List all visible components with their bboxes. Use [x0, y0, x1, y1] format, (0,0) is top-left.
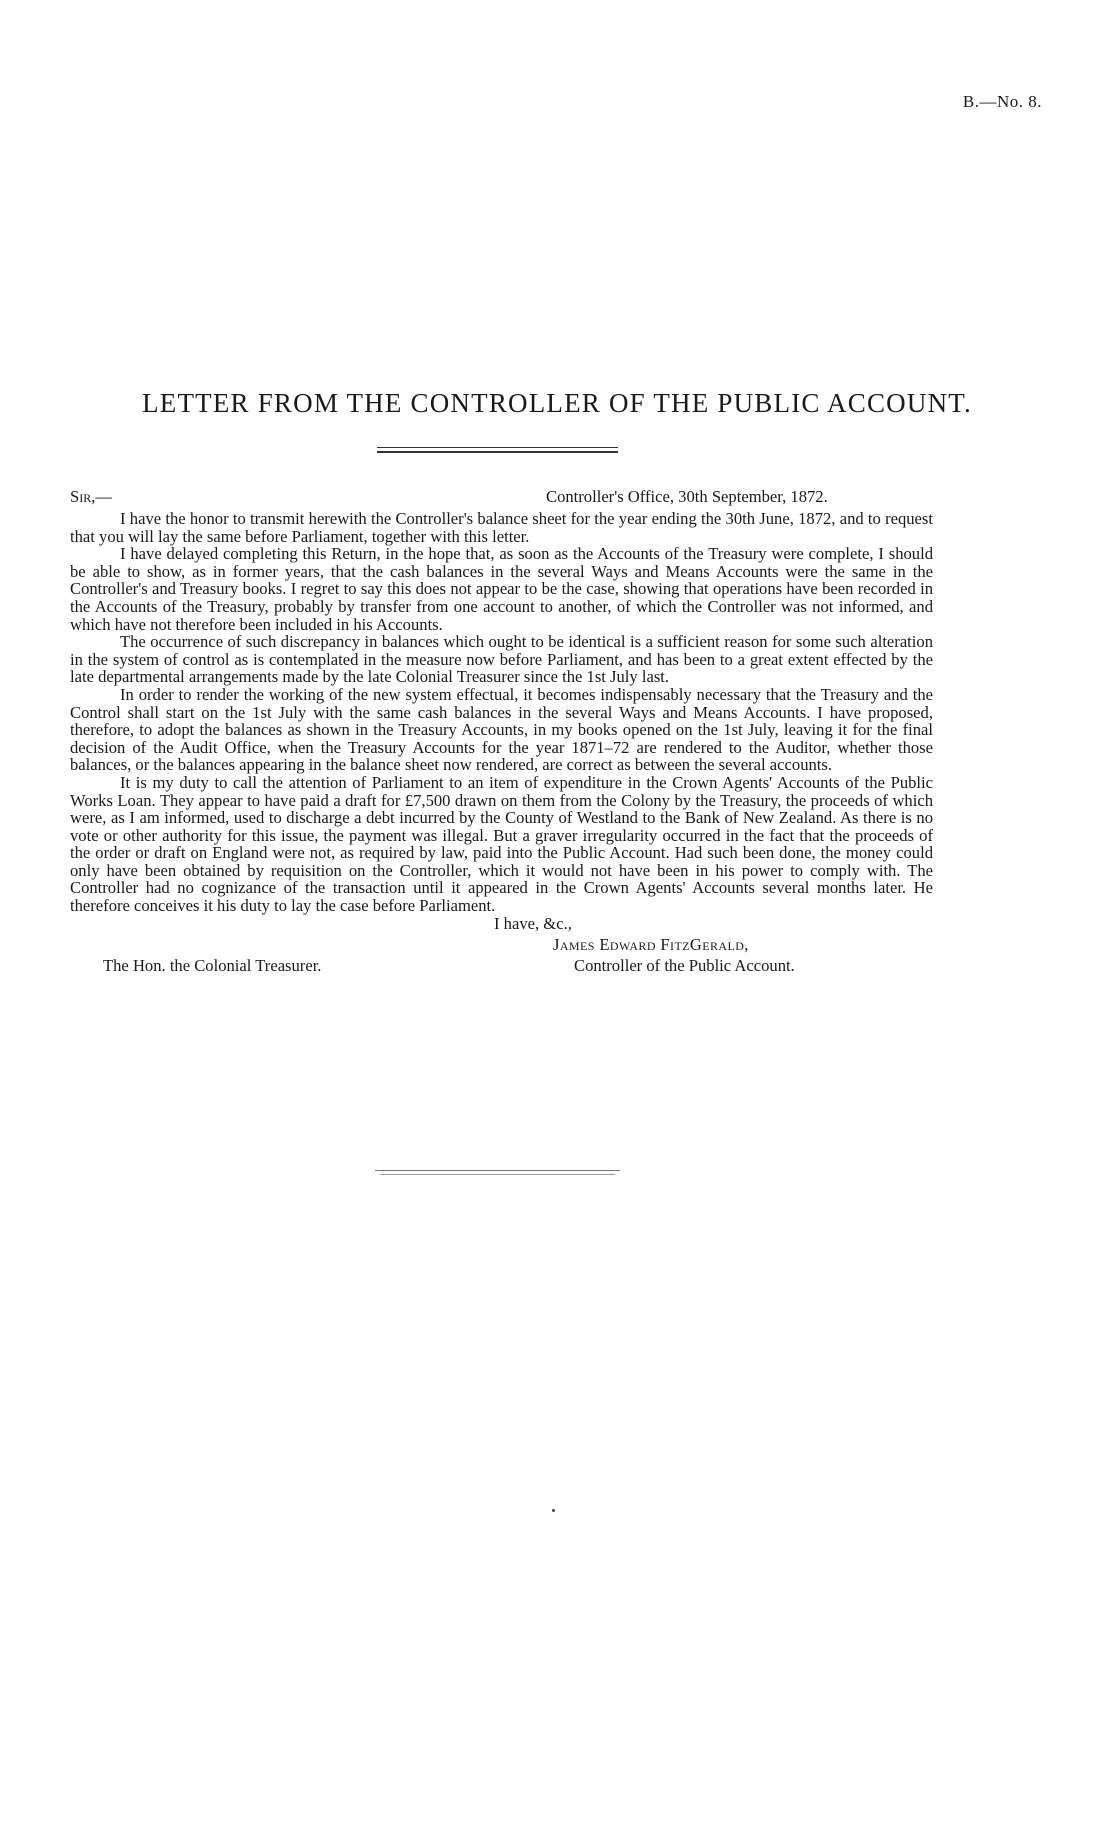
addressee: The Hon. the Colonial Treasurer.: [103, 955, 322, 975]
title-divider-rule-thick: [377, 451, 618, 453]
signatory-name: James Edward FitzGerald,: [553, 934, 749, 954]
paragraph-5: It is my duty to call the attention of Parliament to an item of expenditure in the Crown Agents' Accounts of the Public Works Loan. They appear to have paid a draft for £7,500 drawn on them from the Colony by the Treasury, the proceeds of which were, as I am informed, used to discharge a debt incurred by the County of Westland to the Bank of New Zealand. As there is no vote or other authority for this issue, the payment was illegal. But a graver irregularity occurred in the fact that the proceeds of the order or draft on England were not, as required by law, paid into the Public Account. Had such been done, the money could only have been obtained by requisition on the Controller, which it would not have been in his power to comply with. The Controller had no cognizance of the transaction until it appeared in the Crown Agents' Accounts several months later. He therefore conceives it his duty to lay the case before Parliament.: [70, 772, 933, 916]
paragraph-4: In order to render the working of the new system effectual, it becomes indispensably necessary that the Treasury and the Control shall start on the 1st July with the same cash balances in the several Ways and Means Accounts. I have proposed, therefore, to adopt the balances as shown in the Treasury Accounts, in my books opened on the 1st July, leaving it for the final decision of the Audit Office, when the Treasury Accounts for the year 1871–72 are rendered to the Auditor, whether those balances, or the balances appearing in the balance sheet now rendered, are correct as between the several accounts.: [70, 684, 933, 775]
paragraph-1: I have the honor to transmit herewith the Controller's balance sheet for the year ending the 30th June, 1872, and to request that you will lay the same before Parliament, together with this letter.: [70, 509, 933, 546]
title-divider-rule: [377, 447, 618, 448]
end-divider-rule-lower: [380, 1174, 615, 1175]
letter-body: [70, 488, 933, 981]
end-divider-rule: [375, 1170, 620, 1171]
signatory-title: Controller of the Public Account.: [574, 955, 795, 975]
document-title: LETTER FROM THE CONTROLLER OF THE PUBLIC ACCOUNT.: [142, 388, 972, 418]
letter-heading: [70, 488, 933, 510]
paragraph-3: The occurrence of such discrepancy in balances which ought to be identical is a sufficient reason for some such alteration in the system of control as is contemplated in the measure now before Parliament, and has been to a great extent effected by the late departmental arrangements made by the late Colonial Treasurer since the 1st July last.: [70, 632, 933, 687]
dateline: Controller's Office, 30th September, 1872.: [546, 487, 828, 506]
complimentary-close: I have, &c.,: [494, 913, 572, 933]
print-speck: [552, 1509, 555, 1512]
paragraph-2: I have delayed completing this Return, in the hope that, as soon as the Accounts of the Treasury were complete, I should be able to show, as in former years, that the cash balances in the several Ways and Means Accounts were the same in the Controller's and Treasury books. I regret to say this does not appear to be the case, showing that operations have been recorded in the Accounts of the Treasury, probably by transfer from one account to another, of which the Controller was not informed, and which have not therefore been included in his Accounts.: [70, 544, 933, 634]
letter-closing: [70, 915, 933, 981]
page-reference: B.—No. 8.: [962, 92, 1042, 111]
salutation: Sir,—: [70, 487, 112, 506]
